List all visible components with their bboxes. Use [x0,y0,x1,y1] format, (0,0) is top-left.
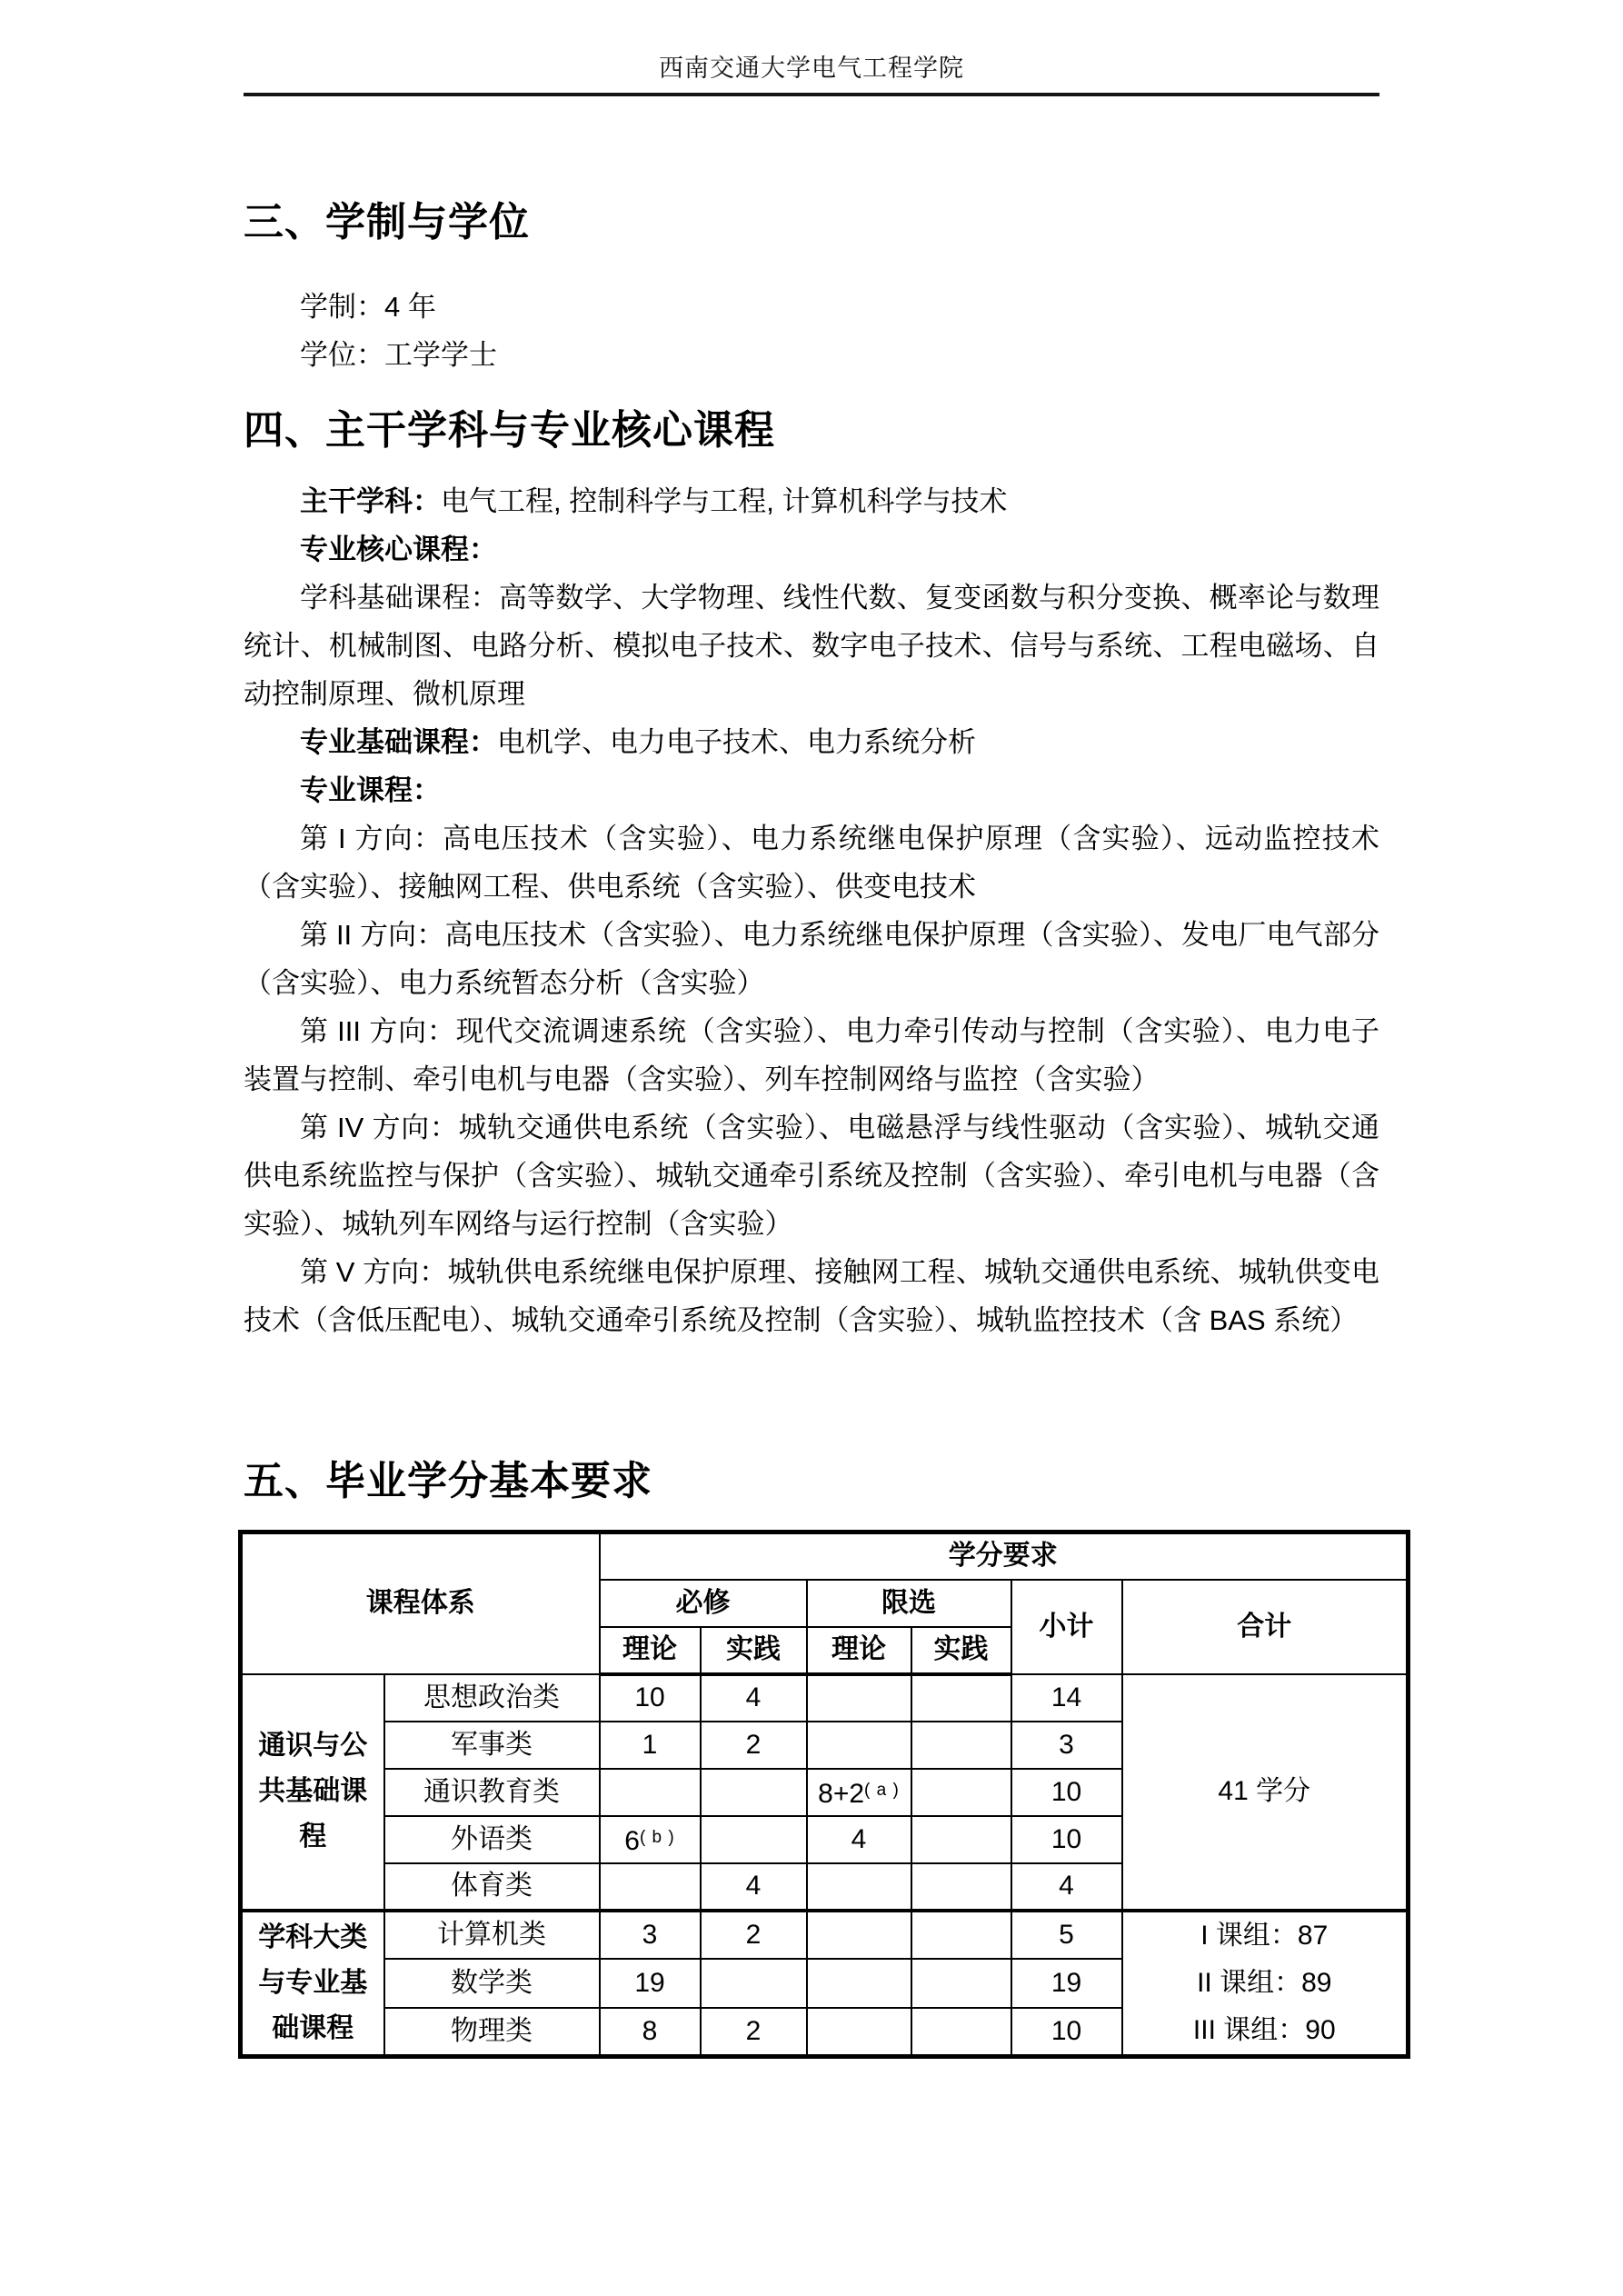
table-header-row-1 [241,1532,1409,1580]
cell-req-practice: 2 [701,2008,807,2057]
cell-lim-theory [807,1674,911,1722]
direction-5-paragraph: 第 V 方向：城轨供电系统继电保护原理、接触网工程、城轨交通供电系统、城轨供变电技术（含低压配电）、城轨交通牵引系统及控制（含实验）、城轨监控技术（含 BAS 系统） [244,1256,1379,1336]
cell-lim-practice [911,1816,1011,1863]
cell-req-theory [600,1863,701,1911]
section-heading-5: 五、毕业学分基本要求 [244,1459,652,1503]
header-required-theory: 理论 [600,1627,701,1674]
section-heading-4: 四、主干学科与专业核心课程 [244,408,775,453]
header-required-practice: 实践 [701,1627,807,1674]
cell-req-practice: 2 [701,1722,807,1769]
cell-req-practice: 2 [701,1911,807,1960]
cell-lim-theory [807,1722,911,1769]
cell-category: 外语类 [384,1816,600,1863]
header-subtotal: 小计 [1011,1580,1122,1674]
cell-lim-practice [911,1722,1011,1769]
cell-req-theory [600,1769,701,1816]
core-courses-label-paragraph [244,525,1379,574]
professional-courses-label-paragraph [244,766,1379,814]
cell-lim-practice [911,2008,1011,2057]
cell-subtotal: 19 [1011,1959,1122,2008]
cell-lim-theory [807,1863,911,1911]
professional-foundation-label: 专业基础课程： [300,726,497,758]
cell-lim-practice [911,1674,1011,1722]
header-limited-theory: 理论 [807,1627,911,1674]
cell-category: 思想政治类 [384,1674,600,1722]
cell-req-practice [701,1769,807,1816]
group-label-general-education: 通识与公共基础课程 [241,1674,384,1911]
page-header [244,53,1379,84]
professional-courses-label: 专业课程： [300,774,441,806]
course-group-1-total: I 课组：87 [1200,1920,1329,1951]
credits-table [238,1530,1410,2059]
cell-req-practice [701,1959,807,2008]
cell-req-theory: 19 [600,1959,701,2008]
footnote-marker-b: ( b ) [639,1827,675,1847]
cell-group-total: 41 学分 [1122,1674,1409,1911]
cell-subtotal: 10 [1011,2008,1122,2057]
cell-category: 物理类 [384,2008,600,2057]
cell-category: 数学类 [384,1959,600,2008]
header-course-system: 课程体系 [241,1532,600,1674]
cell-lim-theory [807,1959,911,2008]
cell-req-theory [600,1816,701,1863]
course-group-2-total: II 课组：89 [1197,1967,1332,1998]
header-credit-requirements: 学分要求 [600,1532,1409,1580]
group-label-discipline-foundation: 学科大类与专业基础课程 [241,1911,384,2057]
foundation-courses-paragraph: 学科基础课程：高等数学、大学物理、线性代数、复变函数与积分变换、概率论与数理统计、机械制图、电路分析、模拟电子技术、数字电子技术、信号与系统、工程电磁场、自动控制原理、微机原理 [244,582,1379,710]
direction-4-paragraph: 第 IV 方向：城轨交通供电系统（含实验）、电磁悬浮与线性驱动（含实验）、城轨交通供电系统监控与保护（含实验）、城轨交通牵引系统及控制（含实验）、牵引电机与电器（含实验）、城轨列车网络与运行控制（含实验） [244,1112,1379,1240]
cell-group-total [1122,1911,1409,2057]
direction-2-paragraph: 第 II 方向：高电压技术（含实验）、电力系统继电保护原理（含实验）、发电厂电气部分（含实验）、电力系统暂态分析（含实验） [244,919,1379,999]
header-divider-line [244,93,1379,96]
main-disciplines-text: 电气工程, 控制科学与工程, 计算机科学与技术 [441,485,1008,517]
cell-category: 军事类 [384,1722,600,1769]
degree-line: 学位：工学学士 [300,339,497,371]
core-courses-label: 专业核心课程： [300,534,497,565]
cell-lim-theory [807,1911,911,1960]
cell-req-theory: 1 [600,1722,701,1769]
cell-lim-theory [807,1769,911,1816]
cell-lim-practice [911,1911,1011,1960]
cell-req-practice [701,1816,807,1863]
professional-foundation-text: 电机学、电力电子技术、电力系统分析 [497,726,976,758]
cell-lim-theory-value: 8+2 [818,1778,865,1809]
cell-lim-practice [911,1769,1011,1816]
cell-lim-practice [911,1959,1011,2008]
section-heading-3: 三、学制与学位 [244,200,530,245]
professional-foundation-paragraph [244,718,1379,766]
header-limited-elective: 限选 [807,1580,1011,1627]
duration-line: 学制：4 年 [300,291,436,323]
direction-3-paragraph: 第 III 方向：现代交流调速系统（含实验）、电力牵引传动与控制（含实验）、电力电子装置与控制、牵引电机与电器（含实验）、列车控制网络与监控（含实验） [244,1015,1379,1095]
direction-1-paragraph: 第 I 方向：高电压技术（含实验）、电力系统继电保护原理（含实验）、远动监控技术（含实验）、接触网工程、供电系统（含实验）、供变电技术 [244,823,1379,903]
footnote-marker-a: ( a ) [864,1780,900,1800]
cell-subtotal: 14 [1011,1674,1122,1722]
header-limited-practice: 实践 [911,1627,1011,1674]
cell-category: 通识教育类 [384,1769,600,1816]
cell-req-theory-value: 6 [624,1825,640,1856]
header-total: 合计 [1122,1580,1409,1674]
cell-subtotal: 5 [1011,1911,1122,1960]
main-disciplines-label: 主干学科： [300,485,441,517]
cell-req-practice: 4 [701,1863,807,1911]
cell-lim-theory: 4 [807,1816,911,1863]
cell-req-practice: 4 [701,1674,807,1722]
table-row [241,1911,1409,1960]
cell-req-theory: 10 [600,1674,701,1722]
cell-subtotal: 10 [1011,1816,1122,1863]
course-group-3-total: III 课组：90 [1192,2014,1336,2045]
cell-req-theory: 8 [600,2008,701,2057]
cell-subtotal: 3 [1011,1722,1122,1769]
page-header-title: 西南交通大学电气工程学院 [659,55,964,82]
cell-subtotal: 10 [1011,1769,1122,1816]
cell-req-theory: 3 [600,1911,701,1960]
cell-lim-practice [911,1863,1011,1911]
table-row [241,1674,1409,1722]
cell-category: 体育类 [384,1863,600,1911]
main-disciplines-paragraph [244,477,1379,525]
cell-subtotal: 4 [1011,1863,1122,1911]
header-required: 必修 [600,1580,807,1627]
cell-category: 计算机类 [384,1911,600,1960]
cell-lim-theory [807,2008,911,2057]
